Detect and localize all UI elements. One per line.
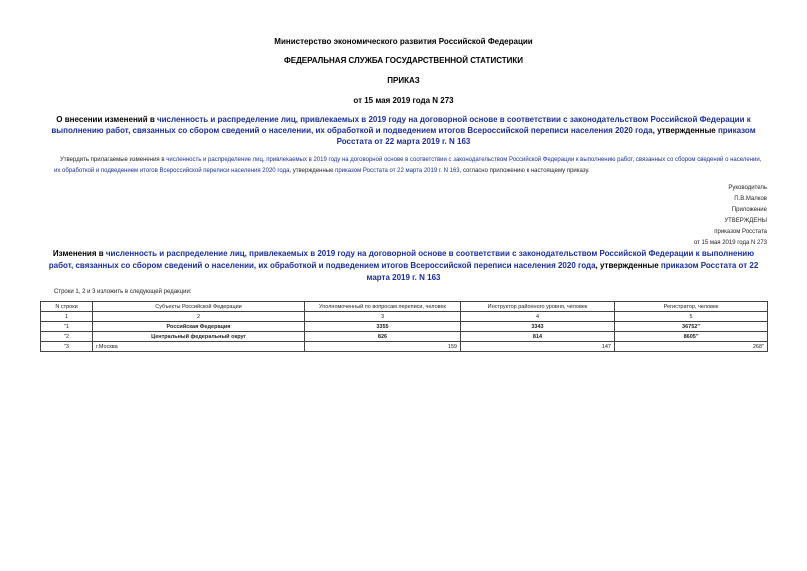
table-row bbox=[41, 342, 768, 352]
order-title-middle: , утвержденные bbox=[652, 126, 718, 135]
order-title-link-order[interactable]: приказом Росстата от 22 марта 2019 г. N 163 bbox=[336, 126, 756, 146]
service-name: ФЕДЕРАЛЬНАЯ СЛУЖБА ГОСУДАРСТВЕННОЙ СТАТИСТИКИ bbox=[283, 56, 524, 65]
table-numbering-row bbox=[41, 312, 768, 322]
table-cell: 159 bbox=[305, 342, 461, 352]
approved-order-date: от 15 мая 2019 года N 273 bbox=[693, 240, 767, 246]
paragraph-suffix: , согласно приложению к настоящему приказу. bbox=[459, 168, 590, 174]
table-header-cell: Инструктор районного уровня, человек bbox=[461, 302, 615, 312]
order-title bbox=[40, 114, 767, 147]
order-paragraph bbox=[54, 155, 769, 177]
ministry-name: Министерство экономического развития Российской Федерации bbox=[274, 37, 533, 46]
table-cell: Российская Федерация bbox=[93, 322, 305, 332]
changes-title-link-numbers[interactable]: численность и распределение лиц, привлекаемых в 2019 году на договорной основе в соответствии с законодательством Российской Федерации к выполнению работ, связанных со сбором сведений о населении, их обработкой и подведением итогов Всероссийской переписи населения 2020 года bbox=[48, 249, 755, 270]
table-header-row bbox=[41, 302, 768, 312]
table-cell: 1 bbox=[41, 312, 93, 322]
changes-intro: Строки 1, 2 и 3 изложить в следующей редакции: bbox=[54, 289, 192, 295]
table-cell: "1 bbox=[41, 322, 93, 332]
table-cell: 3 bbox=[305, 312, 461, 322]
approved-label: УТВЕРЖДЕНЫ bbox=[724, 218, 767, 224]
table-cell: 814 bbox=[461, 332, 615, 342]
table-cell: Центральный федеральный округ bbox=[93, 332, 305, 342]
changes-title-link-order[interactable]: приказом Росстата от 22 марта 2019 г. N 163 bbox=[366, 261, 759, 282]
table-header-cell: Уполномоченный по вопросам переписи, человек bbox=[305, 302, 461, 312]
paragraph-link-order[interactable]: приказом Росстата от 22 марта 2019 г. N 163 bbox=[335, 168, 460, 174]
table-row bbox=[41, 332, 768, 342]
table-header-cell: N строки bbox=[41, 302, 93, 312]
table-cell: 8605" bbox=[615, 332, 768, 342]
signature-block bbox=[694, 183, 767, 249]
table-header-cell: Субъекты Российской Федерации bbox=[93, 302, 305, 312]
changes-title-middle: , утвержденные bbox=[595, 261, 661, 270]
table-cell: 36752" bbox=[615, 322, 768, 332]
order-title-prefix: О внесении изменений в bbox=[56, 115, 157, 124]
table-row bbox=[41, 322, 768, 332]
paragraph-middle: , утвержденные bbox=[289, 168, 336, 174]
signature-name: П.В.Малков bbox=[734, 196, 767, 202]
changes-title bbox=[40, 248, 767, 284]
table-cell: "3 bbox=[41, 342, 93, 352]
approved-by-order: приказом Росстата bbox=[714, 229, 767, 235]
table-cell: 5 bbox=[615, 312, 768, 322]
signature-role: Руководитель bbox=[728, 185, 767, 191]
table-cell: 2 bbox=[93, 312, 305, 322]
table-cell: 4 bbox=[461, 312, 615, 322]
appendix-label: Приложение bbox=[731, 207, 767, 213]
doc-date-number: от 15 мая 2019 года N 273 bbox=[353, 96, 454, 105]
table-cell: 826 bbox=[305, 332, 461, 342]
paragraph-link-numbers[interactable]: численность и распределение лиц, привлекаемых в 2019 году на договорной основе в соответствии с законодательством Российской Федерации к выполнению работ, связанных со сбором сведений о населении, их обработкой и подведением итогов Всероссийской переписи населения 2020 года bbox=[54, 157, 762, 174]
changes-title-prefix: Изменения в bbox=[52, 249, 106, 258]
table-cell: г.Москва bbox=[93, 342, 305, 352]
table-cell: 3343 bbox=[461, 322, 615, 332]
table-cell: 268" bbox=[615, 342, 768, 352]
table-cell: 147 bbox=[461, 342, 615, 352]
paragraph-prefix: Утвердить прилагаемые изменения в bbox=[60, 157, 167, 163]
order-title-link-numbers[interactable]: численность и распределение лиц, привлекаемых в 2019 году на договорной основе в соответствии с законодательством Российской Федерации к выполнению работ, связанных со сбором сведений о населении, их обработкой и подведением итогов Всероссийской переписи населения 2020 года bbox=[51, 115, 751, 135]
table-cell: "2 bbox=[41, 332, 93, 342]
staffing-table bbox=[40, 301, 768, 352]
doc-type: ПРИКАЗ bbox=[387, 76, 420, 85]
table-cell: 3355 bbox=[305, 322, 461, 332]
table-header-cell: Регистратор, человек bbox=[615, 302, 768, 312]
